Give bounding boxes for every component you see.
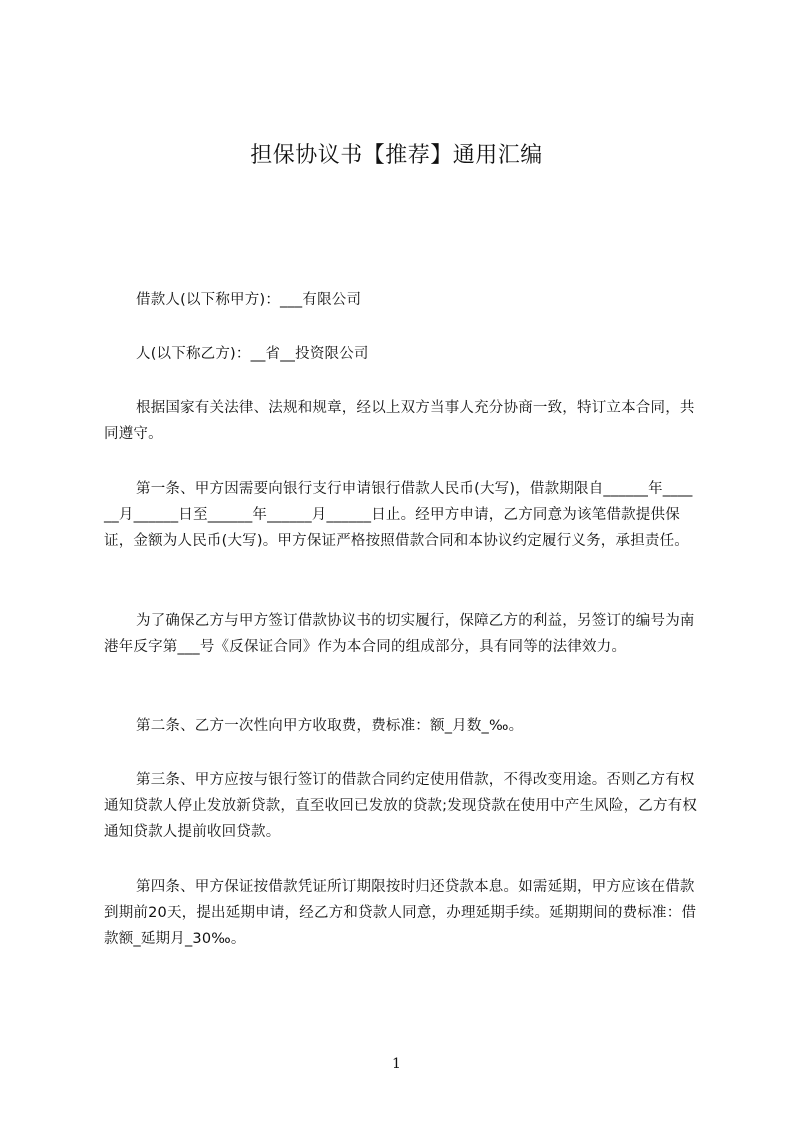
paragraph-article-3: 第三条、甲方应按与银行签订的借款合同约定使用借款，不得改变用途。否则乙方有权通知贷款人停止发放新贷款，直至收回已发放的贷款;发现贷款在使用中产生风险，乙方有权通知贷款人提前收回贷款。 [104, 772, 698, 840]
paragraph-counter-guarantee: 为了确保乙方与甲方签订借款协议书的切实履行，保障乙方的利益，另签订的编号为南港年反字第___号《反保证合同》作为本合同的组成部分，具有同等的法律效力。 [104, 613, 695, 655]
paragraph-preamble: 根据国家有关法律、法规和规章，经以上双方当事人充分协商一致，特订立本合同，共同遵守。 [104, 400, 695, 442]
paragraph-article-4: 第四条、甲方保证按借款凭证所订期限按时归还贷款本息。如需延期，甲方应该在借款到期前20天，提出延期申请，经乙方和贷款人同意，办理延期手续。延期期间的费标准：借款额_延期月_30‰。 [104, 879, 697, 947]
paragraph-article-2: 第二条、乙方一次性向甲方收取费，费标准：额_月数_‰。 [136, 718, 524, 734]
paragraph-article-1: 第一条、甲方因需要向银行支行申请银行借款人民币(大写)，借款期限自______年______月______日至______年______月______日止。经甲方申请，乙方同意为该笔借款提供保证，金额为人民币(大写)。甲方保证严格按照借款合同和本协议约定履行义务，承担责任。 [104, 481, 693, 549]
page-number: 1 [392, 1056, 401, 1072]
paragraph-guarantor: 人(以下称乙方)：__省__投资限公司 [136, 346, 369, 362]
paragraph-borrower: 借款人(以下称甲方)：___有限公司 [136, 292, 362, 308]
document-title: 担保协议书【推荐】通用汇编 [250, 143, 543, 168]
